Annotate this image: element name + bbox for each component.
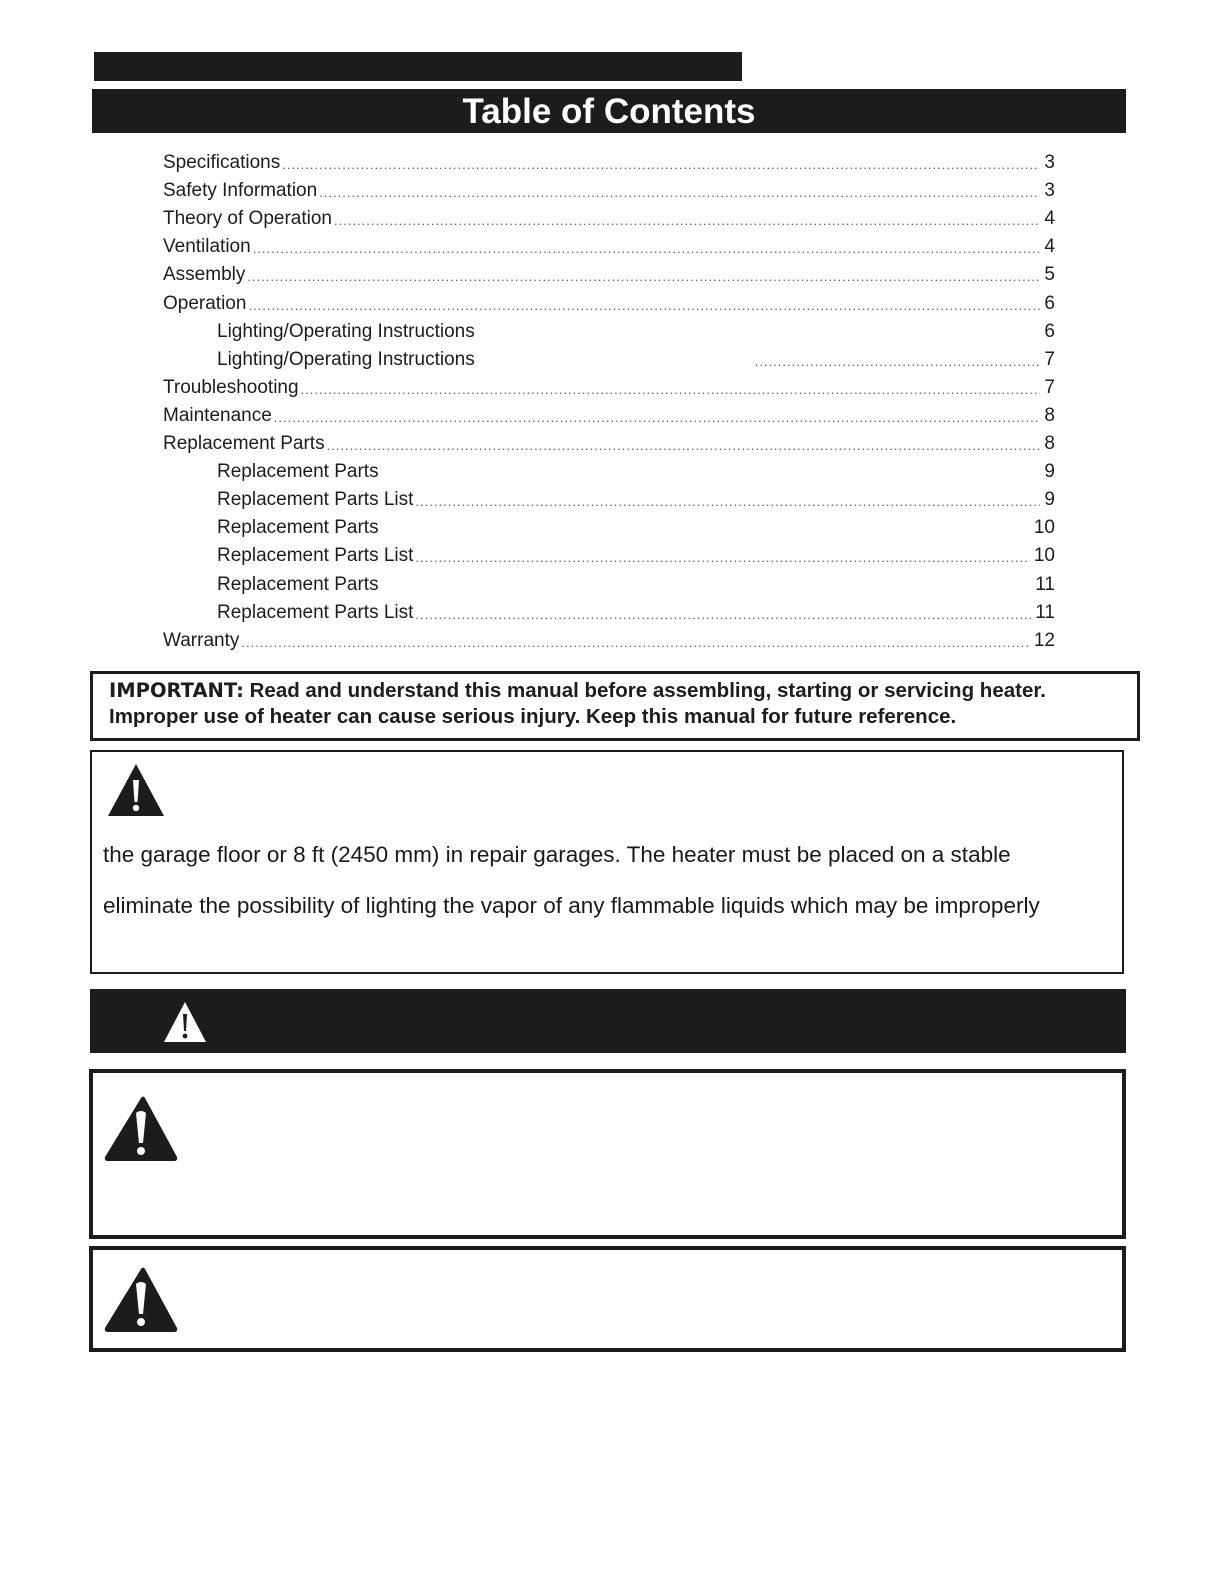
page-title: Table of Contents — [92, 89, 1126, 133]
toc-entry — [163, 205, 1055, 233]
toc-entry — [163, 289, 1055, 317]
warning-box-3 — [89, 1246, 1126, 1352]
toc-entry-page: 4 — [1044, 236, 1055, 258]
toc-entry — [163, 514, 1055, 542]
toc-entry — [163, 458, 1055, 486]
toc-entry-page: 10 — [1033, 517, 1055, 539]
toc-entry — [163, 430, 1055, 458]
toc-leader-dots — [415, 546, 1029, 570]
toc-entry-label: Replacement Parts — [163, 433, 325, 455]
toc-entry-label: Safety Information — [163, 180, 318, 202]
toc-entry-page: 8 — [1044, 433, 1055, 455]
toc-entry-page: 10 — [1033, 545, 1055, 567]
warning-banner — [90, 989, 1126, 1053]
warning-triangle-icon — [103, 1266, 179, 1334]
toc-entry — [163, 570, 1055, 598]
toc-entry — [163, 346, 1055, 374]
toc-entry-label: Operation — [163, 292, 247, 314]
toc-entry-page: 7 — [1044, 376, 1055, 398]
toc-entry-label: Maintenance — [163, 404, 272, 426]
toc-entry — [163, 402, 1055, 430]
toc-entry-label: Troubleshooting — [163, 376, 299, 398]
toc-entry — [163, 233, 1055, 261]
toc-entry-page: 7 — [1044, 348, 1055, 370]
toc-entry-label: Replacement Parts List — [217, 545, 414, 567]
toc-entry-page: 6 — [1044, 292, 1055, 314]
toc-entry-label: Warranty — [163, 629, 240, 651]
toc-entry-page: 9 — [1044, 489, 1055, 511]
table-of-contents — [163, 149, 1055, 655]
toc-entry-label: Lighting/Operating Instructions — [217, 348, 475, 370]
toc-entry — [163, 486, 1055, 514]
toc-leader-dots — [327, 434, 1041, 458]
toc-entry-label: Replacement Parts — [217, 573, 379, 595]
toc-leader-dots — [301, 378, 1041, 402]
toc-leader-dots — [415, 490, 1040, 514]
toc-entry — [163, 177, 1055, 205]
toc-entry-page: 12 — [1033, 629, 1055, 651]
toc-entry — [163, 627, 1055, 655]
toc-leader-dots — [274, 406, 1041, 430]
important-label: IMPORTANT: — [109, 679, 244, 702]
toc-entry — [163, 542, 1055, 570]
toc-entry-label: Replacement Parts — [217, 517, 379, 539]
toc-entry-page: 6 — [1044, 320, 1055, 342]
toc-leader-dots — [334, 209, 1040, 233]
warning-box — [90, 750, 1124, 974]
toc-entry-label: Specifications — [163, 152, 281, 174]
important-line-1: Read and understand this manual before assembling, starting or servicing heater. — [249, 679, 1046, 702]
toc-leader-dots — [241, 631, 1029, 655]
toc-entry — [163, 318, 1055, 346]
warning-box-2 — [89, 1069, 1126, 1239]
toc-leader-dots — [247, 265, 1040, 289]
toc-entry-page: 11 — [1035, 601, 1055, 623]
toc-leader-dots — [319, 181, 1040, 205]
toc-leader-dots — [248, 294, 1040, 318]
toc-entry-label: Replacement Parts List — [217, 601, 414, 623]
toc-entry-label: Assembly — [163, 264, 246, 286]
warning-line-1: the garage floor or 8 ft (2450 mm) in repair garages. The heater must be placed on a stable — [103, 842, 1011, 867]
toc-entry-label: Replacement Parts — [217, 461, 379, 483]
important-notice — [90, 671, 1140, 741]
warning-triangle-icon — [162, 1000, 208, 1044]
toc-entry — [163, 374, 1055, 402]
toc-leader-dots — [282, 153, 1040, 177]
toc-entry-label: Replacement Parts List — [217, 489, 414, 511]
toc-entry — [163, 261, 1055, 289]
warning-triangle-icon — [103, 1095, 179, 1163]
toc-entry-label: Lighting/Operating Instructions — [217, 320, 475, 342]
important-line-2: Improper use of heater can cause serious injury. Keep this manual for future reference. — [109, 705, 957, 728]
toc-entry-page: 4 — [1044, 208, 1055, 230]
warning-triangle-icon — [106, 762, 166, 818]
toc-entry-page: 5 — [1044, 264, 1055, 286]
toc-entry-page: 11 — [1035, 573, 1055, 595]
toc-leader-dots — [415, 603, 1031, 627]
toc-entry-page: 9 — [1044, 461, 1055, 483]
toc-entry — [163, 599, 1055, 627]
toc-entry-label: Theory of Operation — [163, 208, 332, 230]
toc-entry-page: 3 — [1044, 180, 1055, 202]
toc-leader-dots — [253, 237, 1041, 261]
toc-entry-label: Ventilation — [163, 236, 251, 258]
toc-entry — [163, 149, 1055, 177]
toc-leader-dots — [755, 350, 1041, 374]
top-black-bar — [94, 52, 742, 81]
warning-line-2: eliminate the possibility of lighting the vapor of any flammable liquids which may be improperly — [103, 893, 1040, 918]
toc-entry-page: 3 — [1044, 152, 1055, 174]
toc-entry-page: 8 — [1044, 404, 1055, 426]
